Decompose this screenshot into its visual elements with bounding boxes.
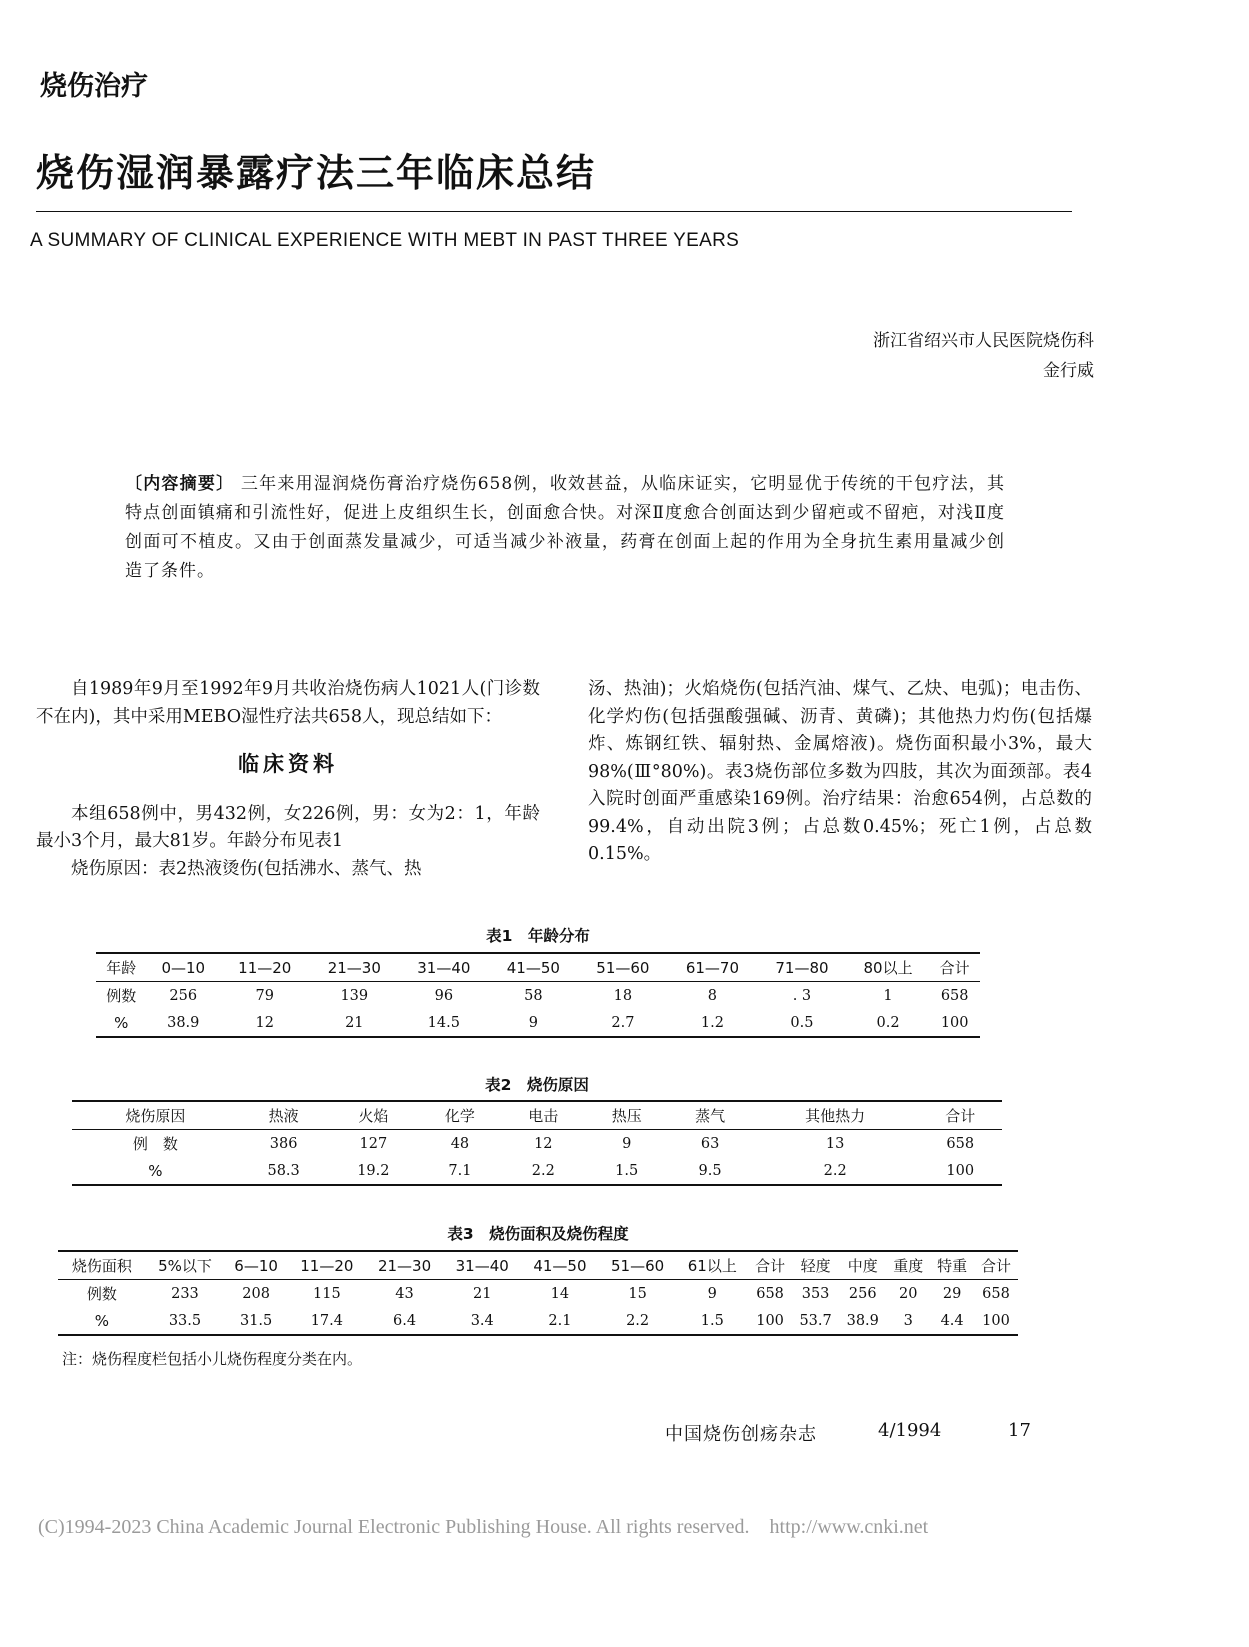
table3-header-cell: 5%以下 — [158, 1257, 212, 1275]
table3-header-cell: 41—50 — [533, 1256, 587, 1275]
table3-header-cell: 6—10 — [234, 1256, 278, 1275]
table-cell: 3.4 — [470, 1312, 494, 1329]
right-column — [588, 676, 1092, 869]
abstract — [125, 470, 1005, 586]
table3-header-cell: 重度 — [893, 1257, 924, 1275]
abstract-label: 〔内容摘要〕 — [125, 474, 235, 494]
table2-header-cell: 电击 — [528, 1107, 559, 1125]
section-label: 烧伤治疗 — [40, 71, 148, 102]
table3 — [58, 1250, 1018, 1336]
paragraph-continued: 汤、热油)；火焰烧伤(包括汽油、煤气、乙炔、电弧)；电击伤、化学灼伤(包括强酸强碱、沥青、黄磷)；其他热力灼伤(包括爆炸、炼钢红铁、辐射热、金属熔液)。烧伤面积最小3%，最大98%(Ⅲ°80%)。表3烧伤部位多数为四肢，其次为面颈部。表4入院时创面严重感染169例。治疗结果：治愈654例，占总数的99.4%，自动出院3例；占总数0.45%；死亡1例，占总数0.15%。 — [588, 679, 1092, 864]
table-cell: 63 — [700, 1135, 720, 1152]
table-cell: 14.5 — [427, 1014, 460, 1031]
table1 — [96, 952, 980, 1038]
table-cell: 100 — [940, 1014, 969, 1031]
table-cell: 例 数 — [132, 1135, 178, 1153]
table3-header-cell: 21—30 — [377, 1256, 432, 1275]
table-cell: 48 — [450, 1135, 470, 1152]
table2-header-cell: 热压 — [611, 1107, 642, 1125]
paragraph-causes: 烧伤原因：表2热液烫伤(包括沸水、蒸气、热 — [71, 858, 422, 879]
table1-header-cell: 80以上 — [863, 959, 913, 977]
table3-header-cell: 11—20 — [300, 1256, 354, 1275]
table1-header-cell: 0—10 — [161, 958, 206, 977]
table-cell: 3 — [903, 1312, 913, 1329]
table2-header-cell: 化学 — [444, 1107, 475, 1125]
table1-header-cell: 21—30 — [327, 958, 381, 977]
table3-header-cell: 特重 — [937, 1257, 968, 1275]
table3-header-cell: 61以上 — [687, 1257, 737, 1275]
table1-header-cell: 41—50 — [506, 958, 560, 977]
copyright-notice: (C)1994-2023 China Academic Journal Electronic Publishing House. All rights reserved. http://www.cnki.net — [38, 1516, 929, 1538]
table-cell: 17.4 — [310, 1312, 343, 1329]
table-cell: 1.2 — [700, 1014, 724, 1031]
table3-header-cell: 51—60 — [611, 1256, 665, 1275]
table-cell: 58 — [524, 987, 543, 1004]
table-cell: 2.2 — [626, 1312, 650, 1329]
journal-name: 中国烧伤创疡杂志 — [665, 1424, 817, 1445]
table1-header-cell: 61—70 — [685, 958, 740, 977]
table-cell: 115 — [313, 1285, 341, 1302]
table-cell: 29 — [942, 1285, 962, 1302]
table-cell: 38.9 — [167, 1014, 200, 1031]
table-cell: 7.1 — [448, 1162, 472, 1179]
table3-header-cell: 烧伤面积 — [71, 1257, 132, 1275]
table2-header-cell: 火焰 — [358, 1107, 389, 1125]
table-row — [96, 1009, 980, 1037]
article-title: 烧伤湿润暴露疗法三年临床总结 — [36, 151, 597, 195]
affiliation-block — [873, 326, 1094, 386]
journal-issue: 4/1994 — [878, 1420, 942, 1441]
table2-caption: 表2 烧伤原因 — [485, 1076, 589, 1094]
intro-paragraph: 自1989年9月至1992年9月共收治烧伤病人1021人(门诊数不在内)，其中采用MEBO湿性疗法共658人，现总结如下： — [36, 679, 540, 727]
table-cell: . 3 — [792, 987, 812, 1004]
table-cell: 2.2 — [823, 1162, 847, 1179]
table-cell: 13 — [825, 1135, 845, 1152]
table2-header-cell: 烧伤原因 — [125, 1107, 186, 1125]
table1-header-cell: 31—40 — [417, 958, 471, 977]
table3-note: 注：烧伤程度栏包括小儿烧伤程度分类在内。 — [62, 1350, 363, 1368]
table-cell: % — [148, 1161, 163, 1180]
table-row — [96, 982, 980, 1010]
table-cell: 0.2 — [876, 1014, 900, 1031]
table3-caption: 表3 烧伤面积及烧伤程度 — [447, 1225, 629, 1243]
table-cell: % — [114, 1013, 129, 1032]
table-cell: 43 — [395, 1285, 414, 1302]
table-cell: 1.5 — [615, 1162, 639, 1179]
table-cell: 9 — [707, 1285, 717, 1302]
table-cell: 256 — [169, 987, 198, 1004]
paragraph-demographics: 本组658例中，男432例，女226例，男：女为2：1，年龄最小3个月，最大81岁。年龄分布见表1 — [36, 803, 540, 851]
table1-header-cell: 51—60 — [596, 958, 650, 977]
left-column — [36, 676, 540, 883]
table1-header-cell: 11—20 — [238, 958, 292, 977]
table-cell: % — [94, 1311, 109, 1330]
table-cell: 2.7 — [611, 1014, 635, 1031]
table-cell: 12 — [255, 1014, 274, 1031]
table-cell: 100 — [756, 1312, 784, 1329]
table-cell: 19.2 — [357, 1162, 390, 1179]
table1-caption: 表1 年龄分布 — [486, 927, 590, 945]
table-cell: 79 — [255, 987, 274, 1004]
table-cell: 100 — [946, 1162, 975, 1179]
table-cell: 386 — [269, 1135, 298, 1152]
table-cell: 96 — [434, 987, 454, 1004]
table-cell: 233 — [171, 1285, 199, 1302]
table-cell: 100 — [982, 1312, 1010, 1329]
table-cell: 38.9 — [846, 1312, 879, 1329]
table-cell: 18 — [613, 987, 633, 1004]
table3-header-cell: 中度 — [847, 1257, 878, 1275]
table-cell: 21 — [345, 1014, 364, 1031]
table2-header-cell: 热液 — [268, 1107, 299, 1125]
table3-header-cell: 31—40 — [455, 1256, 509, 1275]
table-cell: 9.5 — [698, 1162, 722, 1179]
table-cell: 1.5 — [700, 1312, 724, 1329]
table-row — [72, 1157, 1002, 1185]
table-cell: 8 — [707, 987, 718, 1004]
table1-header-cell: 合计 — [939, 959, 970, 977]
table-cell: 2.1 — [548, 1312, 572, 1329]
table3-header-cell: 合计 — [755, 1257, 786, 1275]
table-cell: 14 — [550, 1285, 570, 1302]
title-rule — [36, 211, 1072, 212]
table-cell: 31.5 — [239, 1312, 273, 1329]
table-cell: 20 — [899, 1285, 918, 1302]
english-title: A SUMMARY OF CLINICAL EXPERIENCE WITH MEBT IN PAST THREE YEARS — [30, 230, 740, 251]
section-heading: 临床资料 — [238, 752, 338, 776]
table-cell: 0.5 — [790, 1014, 814, 1031]
table-cell: 658 — [982, 1285, 1010, 1302]
table-cell: 9 — [528, 1014, 538, 1031]
table3-header-cell: 轻度 — [800, 1257, 831, 1275]
table-row — [58, 1307, 1018, 1335]
table2-header-cell: 蒸气 — [695, 1107, 726, 1125]
table-cell: 1 — [883, 987, 893, 1004]
table-cell: 6.4 — [393, 1312, 417, 1329]
table-row — [72, 1130, 1002, 1158]
table-cell: 139 — [340, 987, 369, 1004]
table3-header-row — [58, 1251, 1018, 1280]
table1-header-cell: 年龄 — [106, 959, 137, 977]
table-cell: 658 — [940, 987, 969, 1004]
table-cell: 127 — [359, 1135, 388, 1152]
table-cell: 例数 — [86, 1285, 117, 1303]
table3-header-cell: 合计 — [981, 1257, 1012, 1275]
abstract-text: 三年来用湿润烧伤膏治疗烧伤658例，收效甚益，从临床证实，它明显优于传统的干包疗法，其特点创面镇痛和引流性好，促进上皮组织生长，创面愈合快。对深Ⅱ度愈合创面达到少留疤或不留疤，对浅Ⅱ度创面可不植皮。又由于创面蒸发量减少，可适当减少补液量，药膏在创面上起的作用为全身抗生素用量减少创造了条件。 — [125, 474, 1005, 581]
table-cell: 58.3 — [267, 1162, 300, 1179]
table-cell: 658 — [946, 1135, 975, 1152]
table-cell: 15 — [628, 1285, 647, 1302]
table-cell: 353 — [801, 1285, 830, 1302]
table-cell: 21 — [472, 1285, 492, 1302]
table-cell: 4.4 — [940, 1312, 964, 1329]
table-cell: 256 — [848, 1285, 877, 1302]
table2-header-row — [72, 1101, 1002, 1130]
table2 — [72, 1100, 1002, 1186]
table-cell: 12 — [534, 1135, 553, 1152]
table-row — [58, 1280, 1018, 1308]
table-cell: 208 — [242, 1285, 270, 1302]
table-cell: 9 — [622, 1135, 632, 1152]
table-cell: 658 — [756, 1285, 784, 1302]
table2-header-cell: 合计 — [945, 1107, 976, 1125]
table-cell: 53.7 — [799, 1312, 832, 1329]
table2-header-cell: 其他热力 — [805, 1107, 866, 1125]
table-cell: 2.2 — [531, 1162, 555, 1179]
table-cell: 例数 — [106, 987, 137, 1005]
page-number: 17 — [1008, 1420, 1031, 1441]
table1-header-cell: 71—80 — [775, 958, 829, 977]
author: 金行威 — [1043, 361, 1094, 381]
table-cell: 33.5 — [168, 1312, 202, 1329]
table1-header-row — [96, 953, 980, 982]
affiliation: 浙江省绍兴市人民医院烧伤科 — [873, 331, 1094, 351]
